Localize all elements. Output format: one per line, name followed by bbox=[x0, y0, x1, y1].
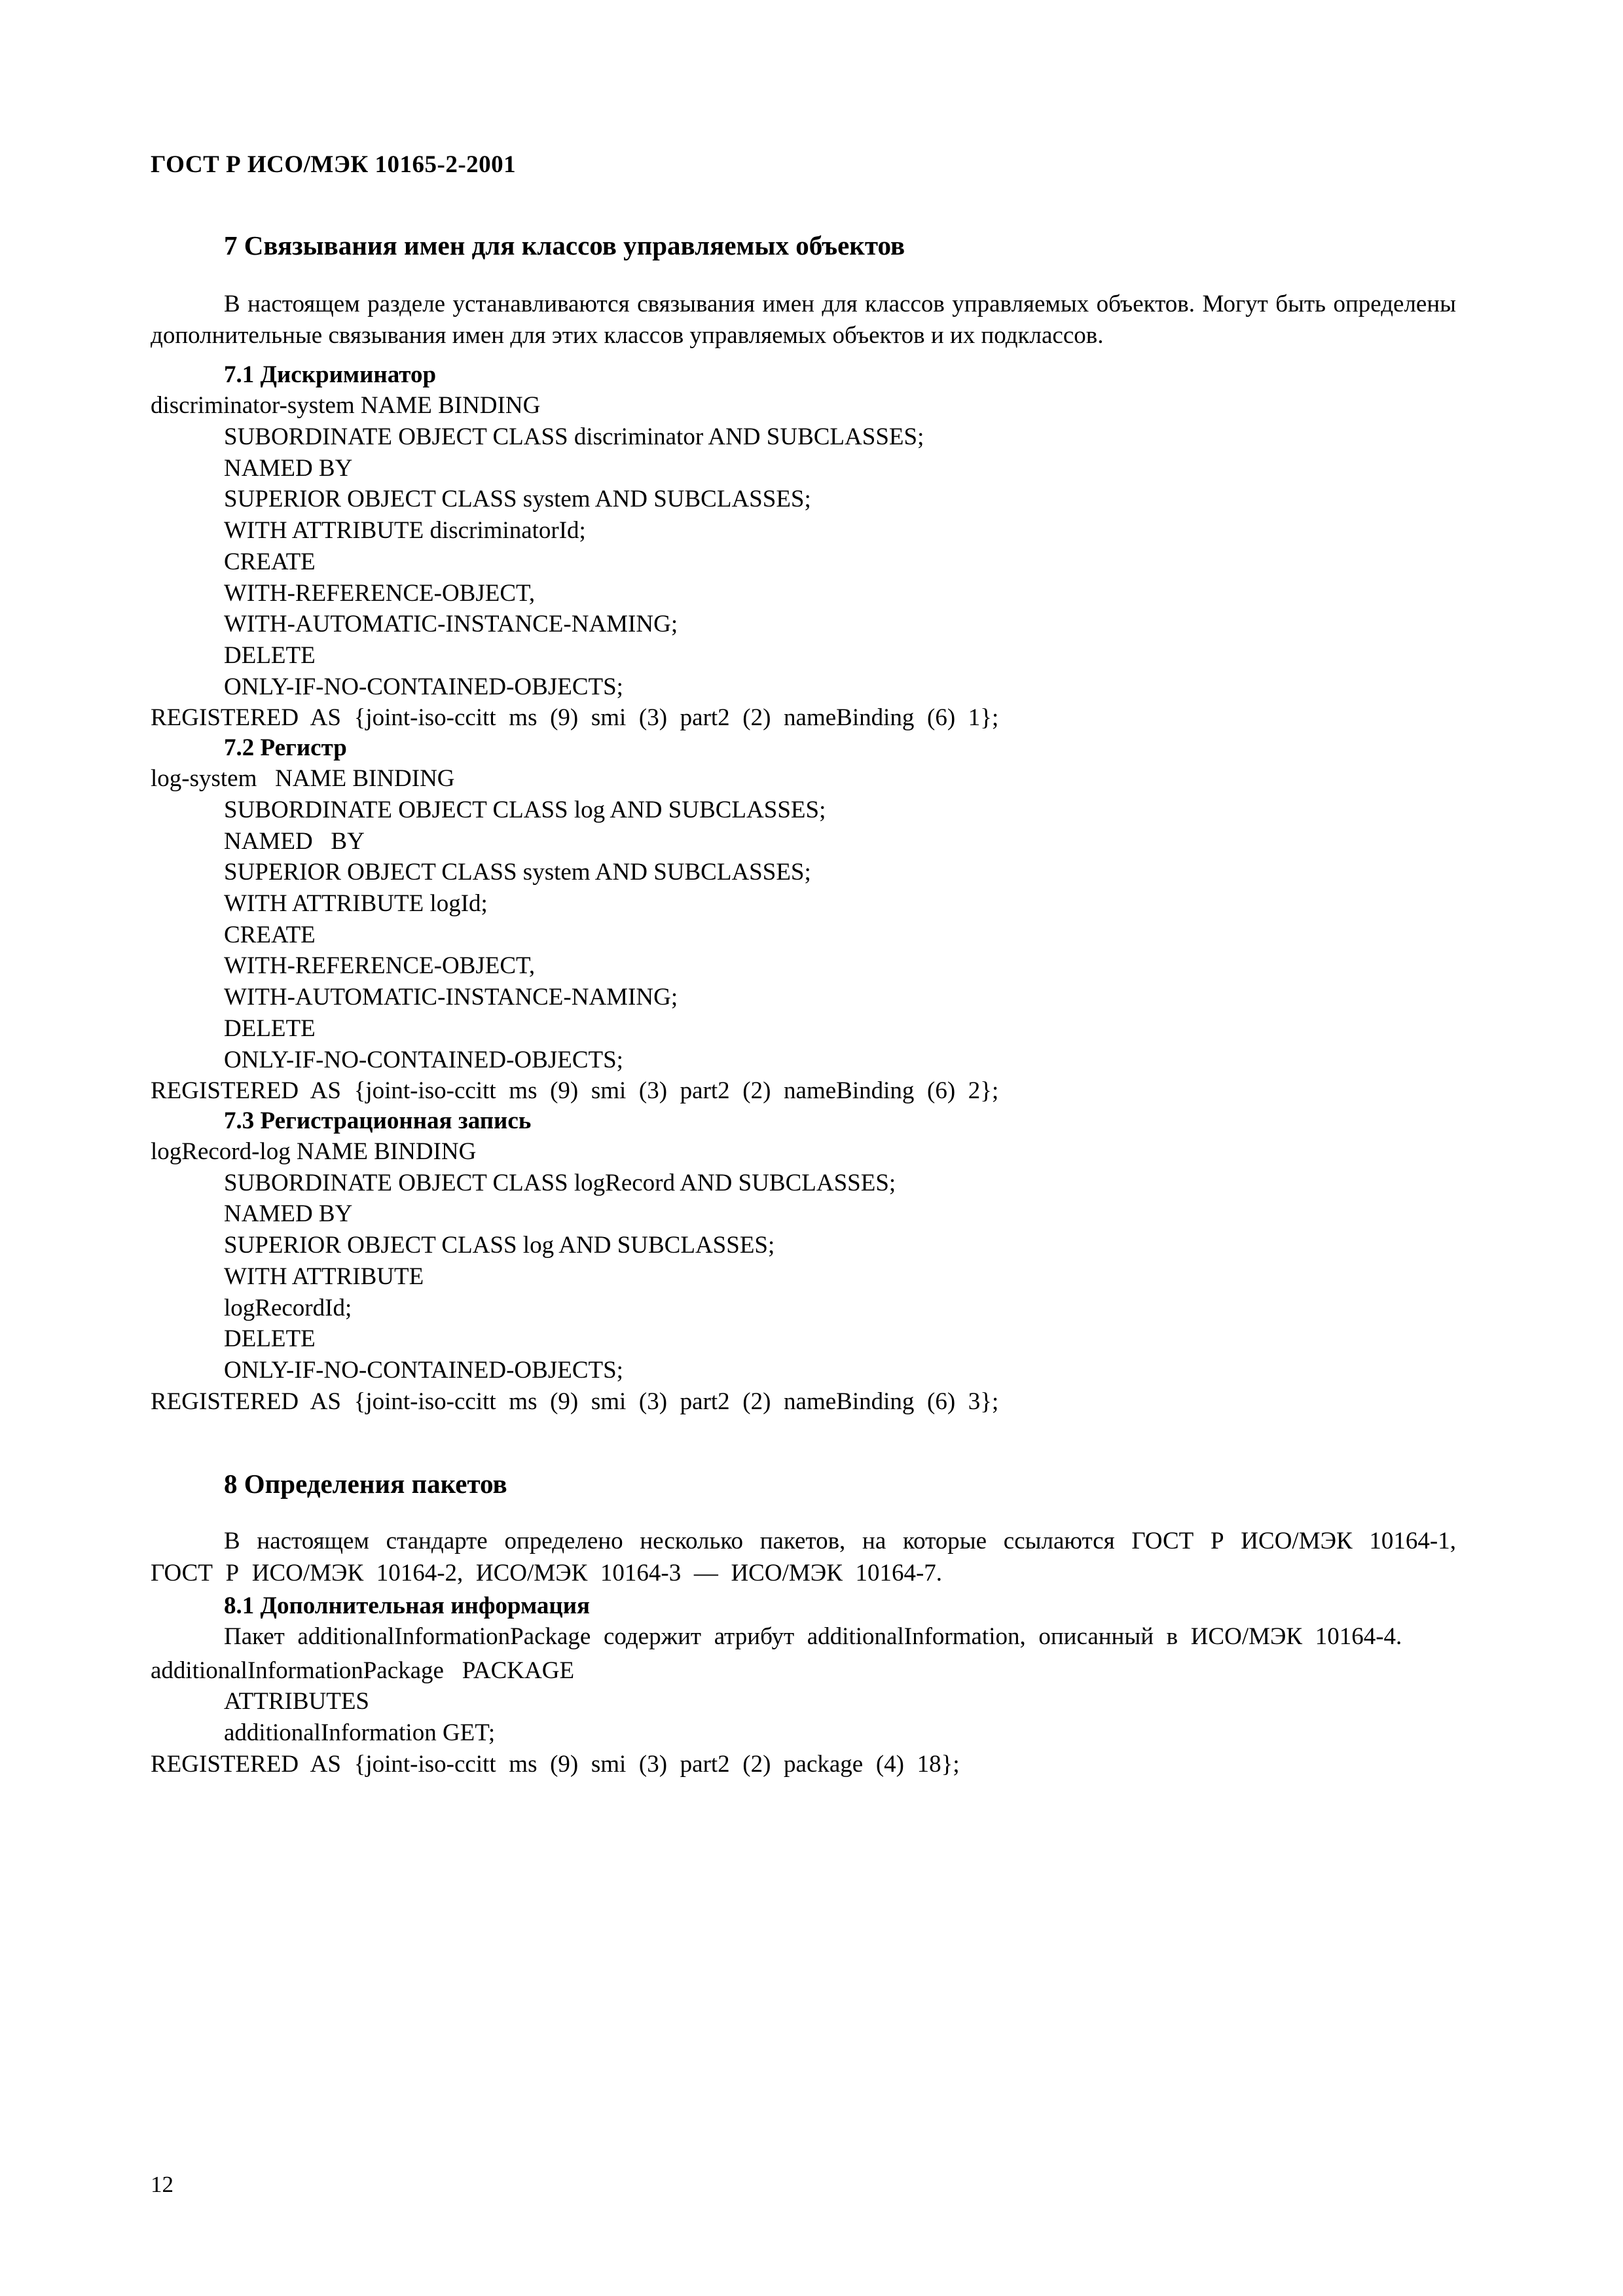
code-line: NAMED BY bbox=[224, 1200, 353, 1228]
code-line: ONLY-IF-NO-CONTAINED-OBJECTS; bbox=[224, 1046, 623, 1073]
document-header: ГОСТ Р ИСО/МЭК 10165-2-2001 bbox=[151, 151, 517, 178]
code-line-registered: REGISTERED AS {joint-iso-ccitt ms (9) smi (3) part2 (2) nameBinding (6) 2}; bbox=[151, 1077, 999, 1105]
code-block-7-1 bbox=[151, 390, 1456, 734]
code-line: WITH ATTRIBUTE bbox=[224, 1263, 424, 1290]
subsection-7-2-title: 7.2 Регистр bbox=[224, 734, 347, 762]
code-line: DELETE bbox=[224, 1325, 316, 1353]
code-line: SUBORDINATE OBJECT CLASS discriminator AND SUBCLASSES; bbox=[224, 423, 924, 450]
subsection-8-1-title: 8.1 Дополнительная информация bbox=[224, 1592, 591, 1619]
code-line: SUPERIOR OBJECT CLASS system AND SUBCLASSES; bbox=[224, 486, 811, 513]
code-line: WITH ATTRIBUTE logId; bbox=[224, 889, 488, 917]
code-block-8-1 bbox=[151, 1655, 1456, 1780]
code-line: logRecord-log NAME BINDING bbox=[151, 1138, 477, 1165]
section-7-intro: В настоящем разделе устанавливаются связывания имен для классов управляемых объектов. Могут быть определены дополнительные связывания имен для этих классов управляемых объектов и их подклассов. bbox=[151, 291, 1456, 350]
code-line: additionalInformation GET; bbox=[224, 1719, 496, 1747]
code-line: WITH-AUTOMATIC-INSTANCE-NAMING; bbox=[224, 611, 678, 638]
code-line: WITH-REFERENCE-OBJECT, bbox=[224, 579, 536, 607]
section-8-intro: В настоящем стандарте определено несколько пакетов, на которые ссылаются ГОСТ Р ИСО/МЭК 10164-1, ГОСТ Р ИСО/МЭК 10164-2, ИСО/МЭК 10164-3 — ИСО/МЭК 10164-7. bbox=[151, 1528, 1456, 1587]
code-line: WITH ATTRIBUTE discriminatorId; bbox=[224, 517, 586, 545]
subsection-7-3-title: 7.3 Регистрационная запись bbox=[224, 1107, 532, 1134]
code-line: SUBORDINATE OBJECT CLASS log AND SUBCLASSES; bbox=[224, 796, 826, 823]
code-line: NAMED BY bbox=[224, 827, 365, 855]
code-line-registered: REGISTERED AS {joint-iso-ccitt ms (9) smi (3) part2 (2) package (4) 18}; bbox=[151, 1750, 960, 1778]
code-line: WITH-AUTOMATIC-INSTANCE-NAMING; bbox=[224, 984, 678, 1011]
spacer bbox=[151, 354, 1456, 361]
code-line: CREATE bbox=[224, 548, 316, 575]
subsection-8-1-para: Пакет additionalInformationPackage содержит атрибут additionalInformation, описанный в ИСО/МЭК 10164-4. bbox=[224, 1623, 1402, 1650]
code-line: logRecordId; bbox=[224, 1294, 352, 1321]
page-number: 12 bbox=[151, 2172, 173, 2197]
code-line: ONLY-IF-NO-CONTAINED-OBJECTS; bbox=[224, 1357, 623, 1384]
code-line: additionalInformationPackage PACKAGE bbox=[151, 1657, 575, 1684]
code-line: CREATE bbox=[224, 921, 316, 948]
code-block-7-2 bbox=[151, 763, 1456, 1107]
code-line-registered: REGISTERED AS {joint-iso-ccitt ms (9) smi (3) part2 (2) nameBinding (6) 3}; bbox=[151, 1388, 999, 1415]
code-block-7-3 bbox=[151, 1136, 1456, 1417]
code-line: WITH-REFERENCE-OBJECT, bbox=[224, 952, 536, 980]
code-line: ATTRIBUTES bbox=[224, 1688, 369, 1715]
section-8-title: 8 Определения пакетов bbox=[224, 1469, 507, 1499]
code-line: SUBORDINATE OBJECT CLASS logRecord AND SUBCLASSES; bbox=[224, 1169, 896, 1196]
code-line: discriminator-system NAME BINDING bbox=[151, 392, 541, 420]
code-line: SUPERIOR OBJECT CLASS log AND SUBCLASSES; bbox=[224, 1232, 775, 1259]
code-line: DELETE bbox=[224, 1014, 316, 1042]
code-line: SUPERIOR OBJECT CLASS system AND SUBCLASSES; bbox=[224, 859, 811, 886]
code-line: ONLY-IF-NO-CONTAINED-OBJECTS; bbox=[224, 673, 623, 700]
code-line-registered: REGISTERED AS {joint-iso-ccitt ms (9) smi (3) part2 (2) nameBinding (6) 1}; bbox=[151, 704, 999, 732]
code-line: log-system NAME BINDING bbox=[151, 765, 455, 793]
code-line: NAMED BY bbox=[224, 454, 353, 482]
code-line: DELETE bbox=[224, 641, 316, 669]
section-7-title: 7 Связывания имен для классов управляемых объектов bbox=[224, 230, 905, 260]
subsection-7-1-title: 7.1 Дискриминатор bbox=[224, 361, 437, 389]
